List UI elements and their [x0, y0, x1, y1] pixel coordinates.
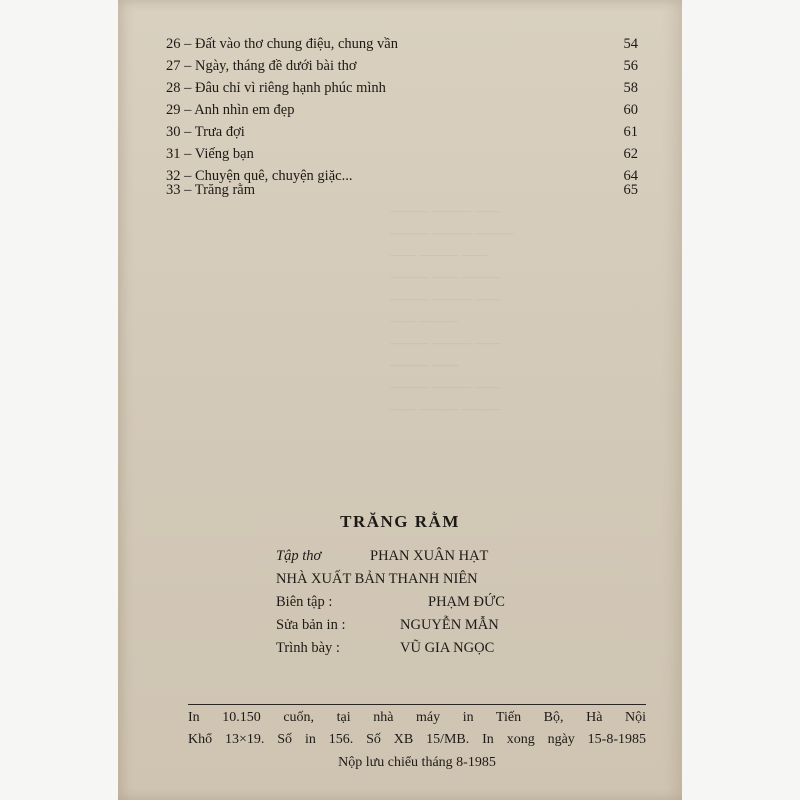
imprint-line: Khổ 13×19. Số in 156. Số XB 15/MB. In xong ngày 15-8-1985 — [188, 732, 646, 747]
toc-item-page: 60 — [623, 102, 638, 118]
book-title: TRĂNG RẰM — [340, 512, 460, 531]
imprint-line: In 10.150 cuốn, tại nhà máy in Tiến Bộ, Hà Nội — [188, 710, 646, 725]
toc-item-page: 56 — [623, 58, 638, 74]
editor-name: PHẠM ĐỨC — [428, 594, 505, 610]
proof-name: NGUYỄN MẪN — [400, 617, 499, 633]
toc-item-page: 61 — [623, 124, 638, 140]
toc-item-title: 29 – Anh nhìn em đẹp — [166, 102, 295, 118]
design-name: VŨ GIA NGỌC — [400, 640, 495, 656]
design-label: Trình bày : — [276, 640, 340, 656]
genre-label: Tập thơ — [276, 548, 322, 564]
toc-item — [166, 146, 638, 168]
toc-item-title: 27 – Ngày, tháng đề dưới bài thơ — [166, 58, 357, 74]
toc-item-title: 30 – Trưa đợi — [166, 124, 245, 140]
toc-item-page: 62 — [623, 146, 638, 162]
toc-item-page: 64 — [623, 168, 638, 184]
imprint-line: Nộp lưu chiểu tháng 8-1985 — [338, 755, 496, 770]
toc-item-title: 32 – Chuyện quê, chuyện giặc... — [166, 168, 353, 184]
proof-label: Sửa bản in : — [276, 617, 346, 633]
toc-item — [166, 182, 638, 204]
toc-item-title: 33 – Trăng rằm — [166, 182, 256, 198]
editor-label: Biên tập : — [276, 594, 333, 610]
publisher-name: NHÀ XUẤT BẢN THANH NIÊN — [276, 571, 478, 587]
toc-item-page: 58 — [623, 80, 638, 96]
author-name: PHAN XUÂN HẠT — [370, 548, 489, 564]
toc-item — [166, 102, 638, 124]
show-through-text: ——— ——— —— ——— ——— ——— —— ——— —— ——— —— ——— ——— ——— —— —— ——— ——— ——— —— ——— —— ——— ——— —— —— ——— ——— — [390, 203, 514, 416]
toc-item — [166, 124, 638, 146]
toc-item-title: 31 – Viếng bạn — [166, 146, 254, 162]
divider-line — [188, 704, 646, 705]
toc-item — [166, 36, 638, 58]
toc-item-title: 26 – Đất vào thơ chung điệu, chung vần — [166, 36, 398, 52]
toc-item — [166, 80, 638, 102]
toc-item — [166, 58, 638, 80]
book-page — [118, 0, 682, 800]
toc-item-title: 28 – Đâu chỉ vì riêng hạnh phúc mình — [166, 80, 386, 96]
toc-item-page: 54 — [623, 36, 638, 52]
toc-item-page: 65 — [623, 182, 638, 198]
